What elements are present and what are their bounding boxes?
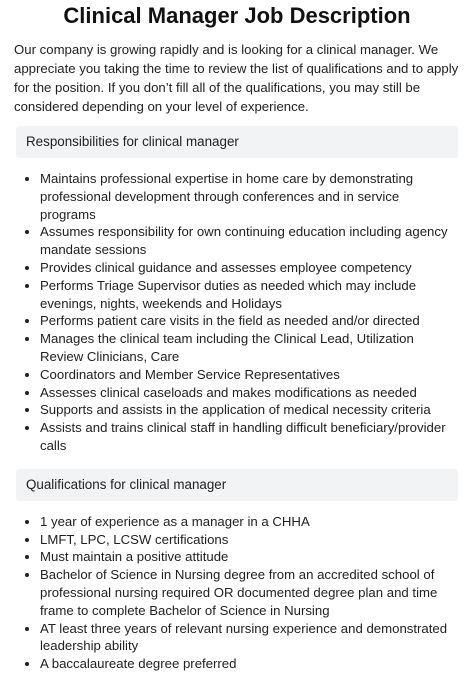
list-item: • Assesses clinical caseloads and makes modifications as needed <box>40 384 458 402</box>
page-title: Clinical Manager Job Description <box>63 3 411 28</box>
responsibilities-list <box>0 170 474 455</box>
qualifications-list <box>0 513 474 673</box>
list-item: • Must maintain a positive attitude <box>40 548 458 566</box>
list-item: • Performs Triage Supervisor duties as needed which may include evenings, nights, weekends and Holidays <box>40 277 458 313</box>
list-item: • Performs patient care visits in the field as needed and/or directed <box>40 312 458 330</box>
list-item: • Coordinators and Member Service Representatives <box>40 366 458 384</box>
list-item: • Supports and assists in the application of medical necessity criteria <box>40 401 458 419</box>
list-item: • 1 year of experience as a manager in a CHHA <box>40 513 458 531</box>
list-item: • A baccalaureate degree preferred <box>40 655 458 673</box>
list-item: • Assumes responsibility for own continuing education including agency mandate sessions <box>40 223 458 259</box>
list-item: • LMFT, LPC, LCSW certifications <box>40 531 458 549</box>
list-item: • Bachelor of Science in Nursing degree from an accredited school of professional nursing required OR documented degree plan and time frame to complete Bachelor of Science in Nursing <box>40 566 458 619</box>
list-item: • Manages the clinical team including the Clinical Lead, Utilization Review Clinicians, Care <box>40 330 458 366</box>
list-item: • AT least three years of relevant nursing experience and demonstrated leadership ability <box>40 620 458 656</box>
list-item: • Assists and trains clinical staff in handling difficult beneficiary/provider calls <box>40 419 458 455</box>
responsibilities-heading: Responsibilities for clinical manager <box>16 126 458 158</box>
list-item: • Provides clinical guidance and assesses employee competency <box>40 259 458 277</box>
intro-paragraph: Our company is growing rapidly and is looking for a clinical manager. We appreciate you taking the time to review the list of qualifications and to apply for the position. If you don’t fill all of the qualifications, you may still be considered depending on your level of experience. <box>14 42 459 114</box>
qualifications-heading: Qualifications for clinical manager <box>16 469 458 501</box>
list-item: • Maintains professional expertise in home care by demonstrating professional development through conferences and in service programs <box>40 170 458 223</box>
